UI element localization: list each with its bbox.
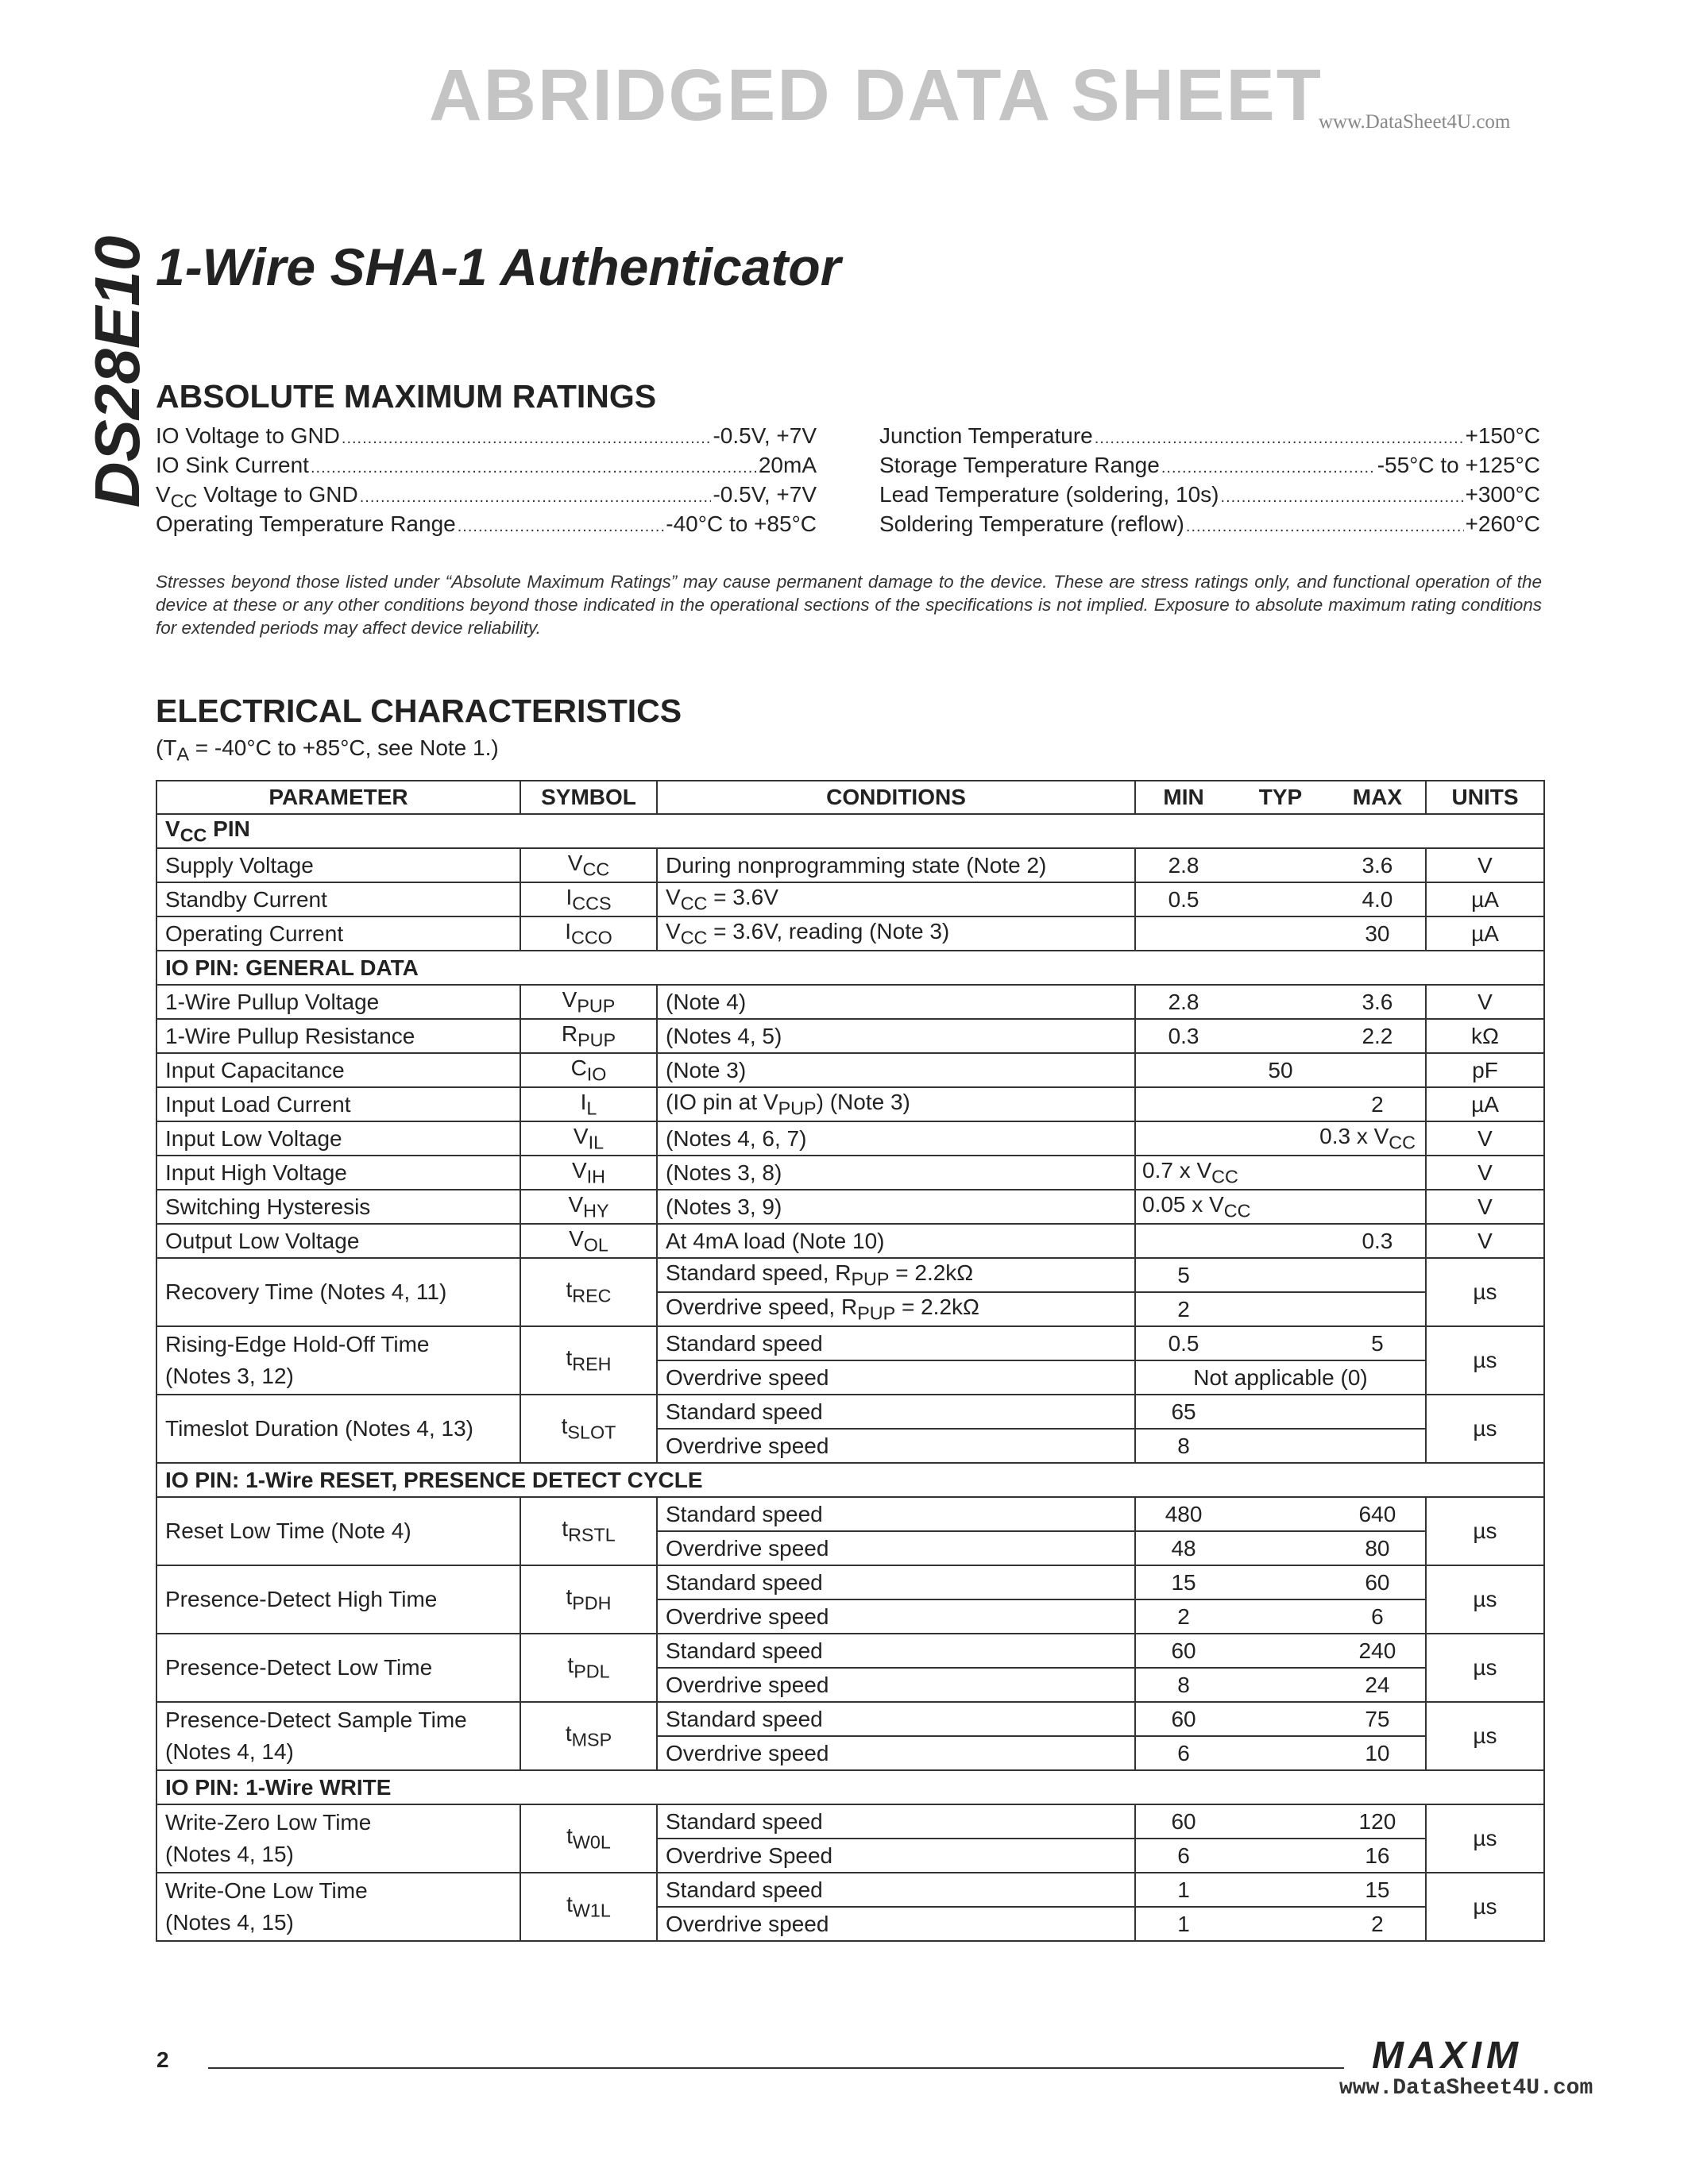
footer-url[interactable]: www.DataSheet4U.com	[1339, 2076, 1593, 2101]
rating-item: Soldering Temperature (reflow) ..... +260°C	[879, 511, 1540, 541]
header-url[interactable]: www.DataSheet4U.com	[1319, 111, 1511, 133]
table-row: Input Capacitance $C_{IO}$ (Note 3) 50 pF	[156, 1053, 1544, 1087]
rating-item: Storage Temperature Range ..... -55°C to +125°C	[879, 453, 1540, 482]
rating-item: Junction Temperature ..... +150°C	[879, 423, 1540, 453]
table-row: Timeslot Duration (Notes 4, 13) $t_{SLOT}$ Standard speed 65 µs	[156, 1395, 1544, 1429]
table-row: Write-One Low Time (Notes 4, 15) $t_{W1L}$ Standard speed 1 15 µs	[156, 1873, 1544, 1907]
table-row: Recovery Time (Notes 4, 11) $t_{REC}$ Standard speed, $R_{PUP} = 2.2k\Omega$ 5 µs	[156, 1258, 1544, 1292]
table-header-row	[156, 781, 1544, 814]
table-row: Overdrive speed 6 10	[156, 1736, 1544, 1770]
rating-item: IO Voltage to GND ..... -0.5V, +7V	[156, 423, 817, 453]
abs-max-heading: ABSOLUTE MAXIMUM RATINGS	[156, 378, 657, 415]
table-row: Overdrive speed 8	[156, 1429, 1544, 1463]
rating-item: IO Sink Current ..... 20mA	[156, 453, 817, 482]
table-row: Standby Current $I_{CCS}$ $V_{CC} = 3.6V$ 0.5 4.0 µA	[156, 882, 1544, 916]
table-section-row: IO PIN: 1-Wire WRITE	[156, 1770, 1544, 1804]
table-section-row: $V_{CC}$ PIN	[156, 814, 1544, 848]
rating-item: Operating Temperature Range ..... -40°C to +85°C	[156, 511, 817, 541]
column-header-min-typ-max: MIN TYP MAX	[1135, 781, 1426, 814]
rating-item: Lead Temperature (soldering, 10s) ..... +300°C	[879, 482, 1540, 511]
electrical-table	[156, 780, 1545, 1942]
stress-note: Stresses beyond those listed under “Absolute Maximum Ratings” may cause permanent damage to the device. These are stress ratings only, and functional operation of the device at these or any other conditions beyond those indicated in the operational sections of the specifications is not implied. Exposure to absolute maximum rating conditions for extended periods may affect device reliability.	[156, 572, 1542, 638]
table-row: 1-Wire Pullup Resistance $R_{PUP}$ (Notes 4, 5) 0.3 2.2 kΩ	[156, 1019, 1544, 1053]
table-row: Operating Current $I_{CCO}$ $V_{CC} = 3.6V$, reading (Note 3) 30 µA	[156, 916, 1544, 951]
table-row: Overdrive speed 1 2	[156, 1907, 1544, 1941]
maxim-logo	[1350, 2035, 1545, 2074]
table-row: 1-Wire Pullup Voltage $V_{PUP}$ (Note 4) 2.8 3.6 V	[156, 985, 1544, 1019]
column-header-units: UNITS	[1426, 781, 1544, 814]
table-row: Supply Voltage $V_{CC}$ During nonprogramming state (Note 2) 2.8 3.6 V	[156, 848, 1544, 882]
column-header-conditions: CONDITIONS	[657, 781, 1135, 814]
table-row: Presence-Detect High Time $t_{PDH}$ Standard speed 15 60 µs	[156, 1565, 1544, 1599]
table-row: Write-Zero Low Time (Notes 4, 15) $t_{W0L}$ Standard speed 60 120 µs	[156, 1804, 1544, 1839]
table-row: Overdrive Speed 6 16	[156, 1839, 1544, 1873]
footer-rule	[208, 2067, 1344, 2069]
table-row: Input Low Voltage $V_{IL}$ (Notes 4, 6, 7) 0.3 x $V_{CC}$ V	[156, 1121, 1544, 1156]
table-row: Overdrive speed 48 80	[156, 1531, 1544, 1565]
table-row: Presence-Detect Sample Time (Notes 4, 14) $t_{MSP}$ Standard speed 60 75 µs	[156, 1702, 1544, 1736]
table-row: Rising-Edge Hold-Off Time (Notes 3, 12) $t_{REH}$ Standard speed 0.5 5 µs	[156, 1326, 1544, 1360]
banner-title: ABRIDGED DATA SHEET	[429, 55, 1323, 136]
table-row: Overdrive speed 8 24	[156, 1668, 1544, 1702]
column-header-parameter: PARAMETER	[156, 781, 520, 814]
table-section-row: IO PIN: GENERAL DATA	[156, 951, 1544, 985]
electrical-condition: ($T_A = -40^\circ C$ to +85°C, see Note 1.)	[156, 735, 499, 765]
page-number: 2	[156, 2047, 169, 2072]
document-title: 1-Wire SHA-1 Authenticator	[156, 237, 841, 296]
table-row: Reset Low Time (Note 4) $t_{RSTL}$ Standard speed 480 640 µs	[156, 1497, 1544, 1531]
table-section-row: IO PIN: 1-Wire RESET, PRESENCE DETECT CYCLE	[156, 1463, 1544, 1497]
table-row: Overdrive speed 2 6	[156, 1599, 1544, 1634]
column-header-symbol: SYMBOL	[520, 781, 657, 814]
table-row: Output Low Voltage $V_{OL}$ At 4mA load (Note 10) 0.3 V	[156, 1224, 1544, 1258]
table-row: Overdrive speed, $R_{PUP} = 2.2k\Omega$ 2	[156, 1292, 1544, 1326]
rating-item: $V_{CC}$ Voltage to GND ..... -0.5V, +7V	[156, 482, 817, 511]
electrical-heading: ELECTRICAL CHARACTERISTICS	[156, 693, 682, 729]
svg-text:MAXIM: MAXIM	[1372, 2035, 1523, 2074]
table-row: Presence-Detect Low Time $t_{PDL}$ Standard speed 60 240 µs	[156, 1634, 1544, 1668]
abs-max-right-column	[879, 423, 1540, 541]
table-row: Input High Voltage $V_{IH}$ (Notes 3, 8) 0.7 x $V_{CC}$ V	[156, 1156, 1544, 1190]
table-row: Overdrive speed Not applicable (0)	[156, 1360, 1544, 1395]
table-row: Input Load Current $I_L$ (IO pin at $V_{PUP}$) (Note 3) 2 µA	[156, 1087, 1544, 1121]
table-row: Switching Hysteresis $V_{HY}$ (Notes 3, 9) 0.05 x $V_{CC}$ V	[156, 1190, 1544, 1224]
abs-max-left-column	[156, 423, 817, 541]
